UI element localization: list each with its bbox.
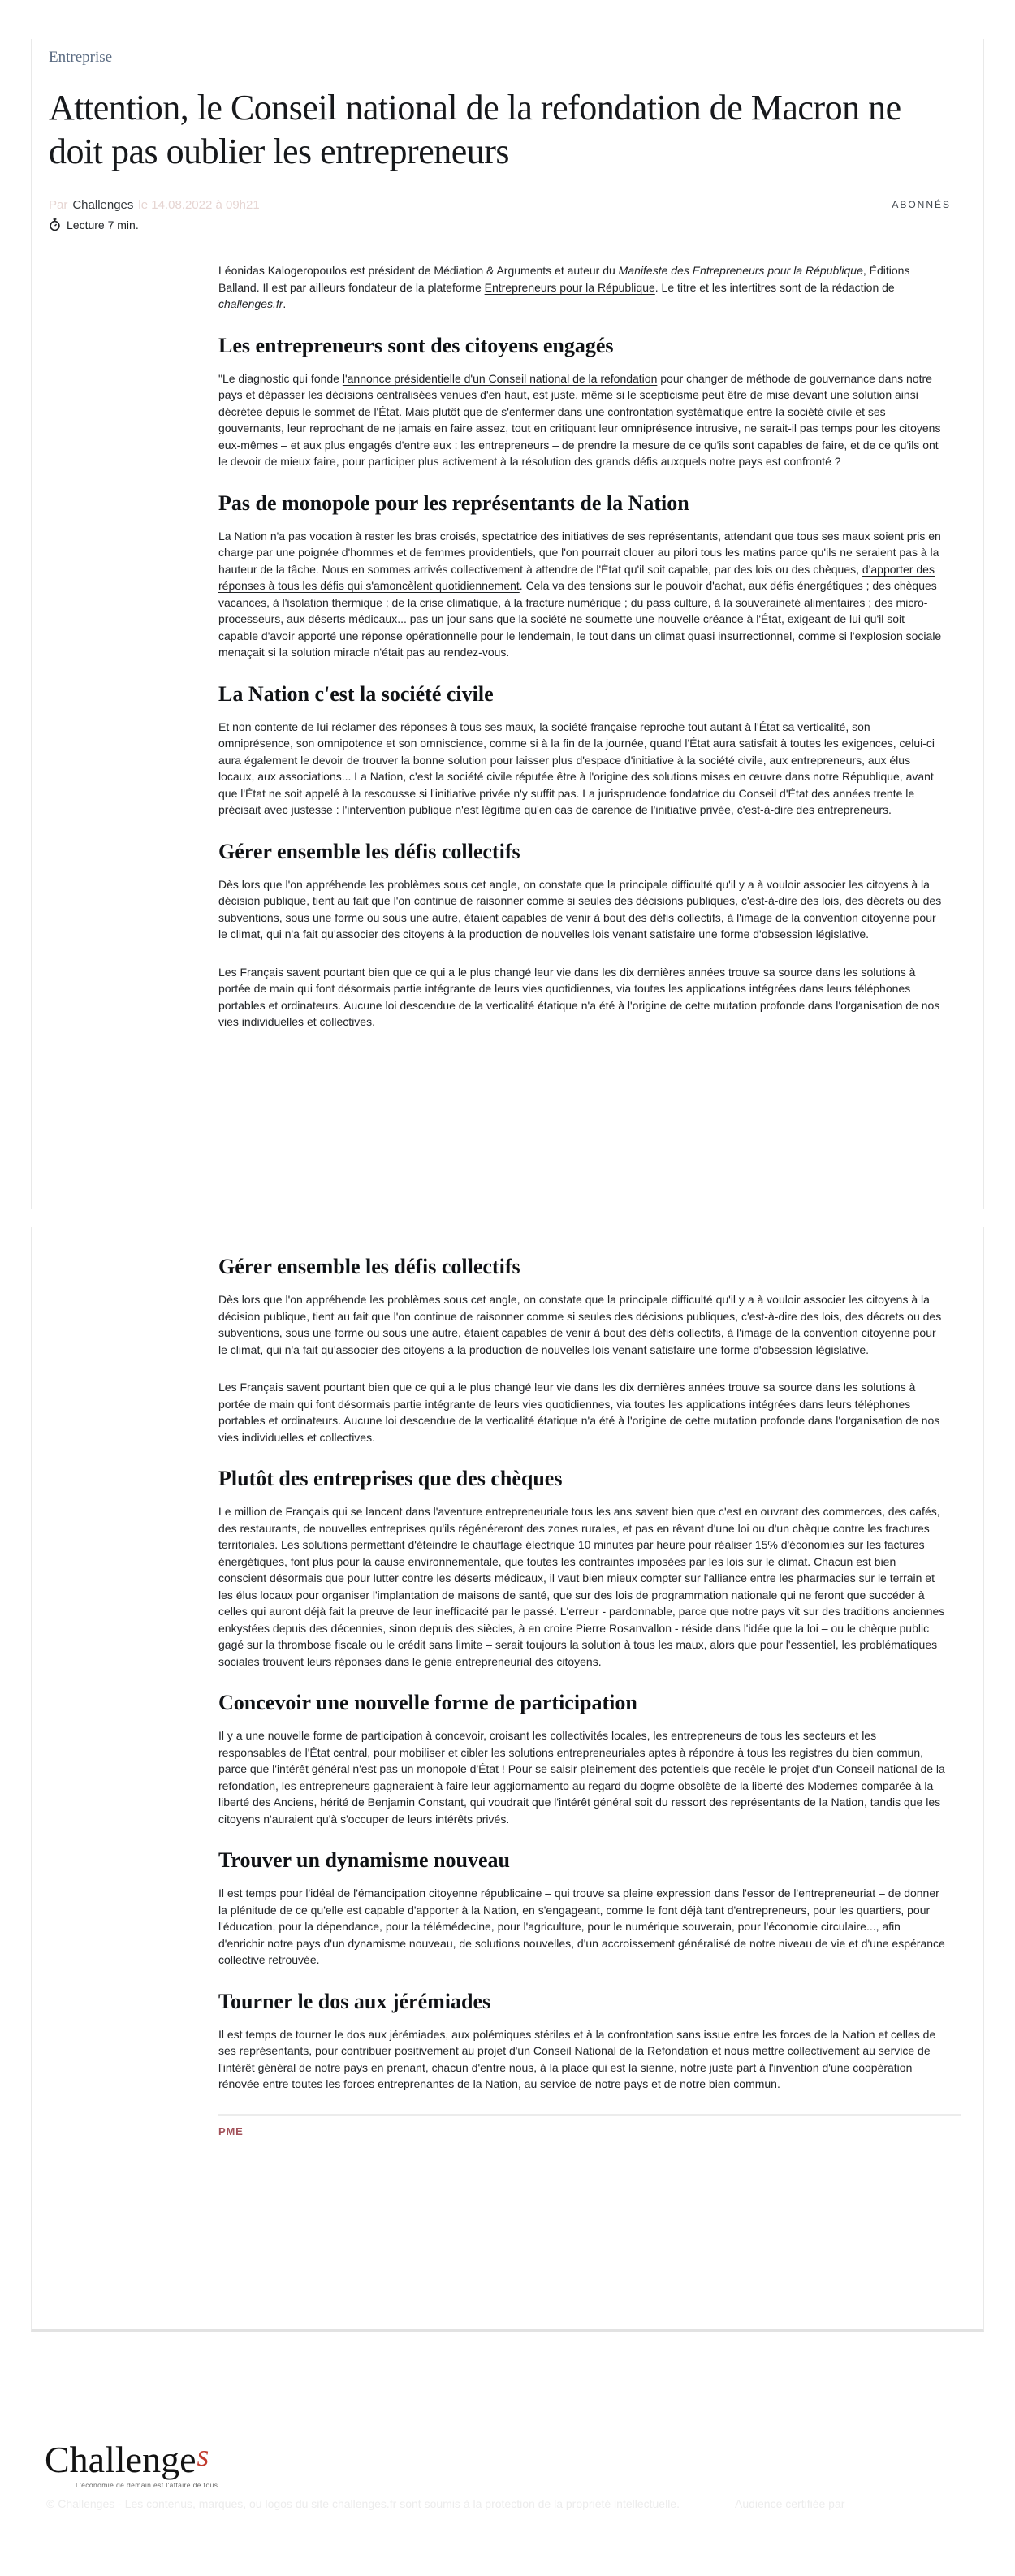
- stopwatch-icon: [49, 218, 61, 231]
- text-segment: Dès lors que l'on appréhende les problèmes sous cet angle, on constate que la principale difficulté qu'il y a à vouloir associer les citoyens à la décision publique, tient au fait que l'on continue de raisonner comme si seules des décisions publiques, c'est-à-dire des lois, des décrets ou des subventions, sous une forme ou sous une autre, étaient capables de venir à bout des défis collectifs, à l'image de la convention citoyenne pour le climat, qui n'a fait qu'associer des citoyens à la production de nouvelles lois venant satisfaire une forme d'obsession législative.: [218, 1293, 942, 1356]
- article-intro: [218, 262, 947, 313]
- section-heading: La Nation c'est la société civile: [218, 681, 494, 706]
- byline-row: [49, 198, 951, 213]
- text-segment: Les Français savent pourtant bien que ce qui a le plus changé leur vie dans les dix dernières années trouve sa source dans les solutions à portée de main qui font désormais partie intégrante de leurs vies quotidiennes, via toutes les applications intégrées dans leurs téléphones portables et ordinateurs. Aucune loi descendue de la verticalité étatique n'a été à l'origine de cette mutation profonde dans l'organisation de nos vies individuelles et collectives.: [218, 965, 940, 1028]
- inline-link[interactable]: qui voudrait que l'intérêt général soit du ressort des représentants de la Nation: [469, 1796, 864, 1809]
- byline-date: le 14.08.2022 à 09h21: [138, 198, 260, 212]
- text-segment: , Éditions Balland. Il est par ailleurs fondateur de la plateforme: [218, 264, 910, 294]
- logo-tagline: L'économie de demain est l'affaire de tous: [76, 2481, 218, 2489]
- site-footer: [45, 2435, 1015, 2510]
- text-segment: pour changer de méthode de gouvernance dans notre pays et dépasser les décisions centralisées venues d'en haut, est juste, même si le scepticisme peut être de mise devant une solution ainsi décrétée depuis le sommet de l'État. Mais plutôt que de s'enfermer dans une confrontation systématique entre la société civile et ses gouvernants, leur reprochant de ne jamais en faire assez, tout en critiquant leur omniprésence intrusive, ne serait-il pas temps pour les citoyens eux-mêmes – et aux plus engagés d'entre eux : les entrepreneurs – de prendre la mesure de ce qu'ils sont capables de faire, et de ce qu'ils ont le devoir de mieux faire, pour participer plus activement à la résolution des grands défis auxquels notre pays est confronté ?: [218, 371, 941, 468]
- sections-container-2: [218, 1255, 947, 2093]
- section-heading: Pas de monopole pour les représentants de la Nation: [218, 491, 689, 515]
- text-segment: , tandis que les citoyens n'auraient qu'à s'occuper de leurs intérêts privés.: [218, 1796, 941, 1826]
- logo-text: Challenge: [45, 2439, 197, 2480]
- audience-text: Audience certifiée par: [734, 2497, 845, 2510]
- text-segment: La Nation n'a pas vocation à rester les bras croisés, spectatrice des initiatives de ses représentants, attendant que tous ses maux soient pris en charge par une poignée d'hommes et de femmes providentiels, que l'on pourrait clouer au pilori tous les matins parce qu'ils ne seraient pas à la hauteur de la tâche. Nous en sommes arrivés collectivement à attendre de l'État qu'il soit capable, par des lois ou des chèques,: [218, 529, 941, 576]
- text-segment: . Le titre et les intertitres sont de la rédaction de: [654, 280, 895, 294]
- section-heading: Tourner le dos aux jérémiades: [218, 1989, 491, 2013]
- logo-s-accent: s: [197, 2439, 209, 2473]
- article-paragraph: [218, 528, 947, 661]
- article-paragraph: [218, 719, 947, 819]
- challenges-logo[interactable]: [45, 2435, 209, 2481]
- text-segment: .: [283, 297, 287, 310]
- text-segment: Le million de Français qui se lancent dans l'aventure entrepreneuriale tous les ans savent bien que c'est en ouvrant des commerces, des cafés, des restaurants, de nouvelles entreprises qu'ils régénéreront des zones rurales, et pas en rêvant d'une loi ou d'un chèque contre les fractures territoriales. Les solutions permettant d'éteindre le chauffage électrique 10 minutes par heure pour réaliser 15% d'économies sur les factures énergétiques, font plus pour la cause environnementale, que toutes les contraintes imposées par les lois sur le climat. Chacun est bien conscient désormais que pour lutter contre les déserts médicaux, il vaut bien mieux compter sur l'alliance entre les pharmacies sur le terrain et les élus locaux pour organiser l'implantation de maisons de santé, que sur des lois de programmation nationale qui ne feront que succéder à celles qui auront déjà fait la preuve de leur inefficacité par le passé. L'erreur - pardonnable, parce que notre pays vit sur des traditions anciennes enkystées depuis des décennies, sinon depuis des siècles, à en croire Pierre Rosanvallon - réside dans l'idée que la loi – ou le chèque public gagé sur la thrombose fiscale ou le crédit sans limite – serait toujours la solution à tous les maux, alors que pour l'essentiel, les problématiques sociales trouvent leurs réponses dans le génie entrepreneurial des citoyens.: [218, 1505, 945, 1668]
- article-paragraph: [218, 876, 947, 943]
- article-paragraph: [218, 2026, 947, 2093]
- text-segment: Il est temps de tourner le dos aux jérémiades, aux polémiques stériles et à la confrontation sans issue entre les forces de la Nation et celles de ses représentants, pour contribuer positivement au projet d'un Conseil National de la Refondation et nous mettre collectivement au service de l'intérêt général de notre pays en prenant, chacun d'entre nous, à la place qui est la sienne, notre juste part à l'invention d'une coopération rénovée entre toutes les forces entreprenantes de la Nation, au service de notre pays et de notre bien commun.: [218, 2027, 936, 2090]
- inline-link[interactable]: Entrepreneurs pour la République: [484, 280, 655, 294]
- text-segment: Dès lors que l'on appréhende les problèmes sous cet angle, on constate que la principale difficulté qu'il y a à vouloir associer les citoyens à la décision publique, tient au fait que l'on continue de raisonner comme si seules des décisions publiques, c'est-à-dire des lois, des décrets ou des subventions, sous une forme ou sous une autre, étaient capables de venir à bout des défis collectifs, à l'image de la convention citoyenne pour le climat, qui n'a fait qu'associer des citoyens à la production de nouvelles lois venant satisfaire une forme d'obsession législative.: [218, 877, 942, 940]
- copyright-text: © Challenges - Les contenus, marques, ou logos du site challenges.fr sont soumis à la protection de la propriété intellectuelle.: [46, 2497, 680, 2510]
- text-segment: Il y a une nouvelle forme de participation à concevoir, croisant les collectivités locales, les entrepreneurs de tous les secteurs et les responsables de l'État central, pour mobiliser et cibler les solutions entrepreneuriales aptes à répondre à tous les registres du bien commun, parce que l'intérêt général n'est pas un monopole d'État ! Pour se saisir pleinement des potentiels que recèle le projet d'un Conseil national de la refondation, les entrepreneurs gagneraient à faire leur aggiornamento au regard du dogme obsolète de la liberté des Modernes comparée à la liberté des Anciens, hérité de Benjamin Constant,: [218, 1729, 945, 1809]
- section-heading: Gérer ensemble les défis collectifs: [218, 839, 520, 863]
- author-link[interactable]: Challenges: [72, 198, 134, 212]
- article-paragraph: [218, 1503, 947, 1670]
- article-paragraph: [218, 964, 947, 1031]
- text-segment: Les Français savent pourtant bien que ce qui a le plus changé leur vie dans les dix dernières années trouve sa source dans les solutions à portée de main qui font désormais partie intégrante de leurs vies quotidiennes, via toutes les applications intégrées dans leurs téléphones portables et ordinateurs. Aucune loi descendue de la verticalité étatique n'a été à l'origine de cette mutation profonde dans l'organisation de nos vies individuelles et collectives.: [218, 1381, 940, 1444]
- article-paragraph: [218, 1727, 947, 1827]
- reading-time-row: [49, 218, 983, 231]
- text-segment: . Cela va des tensions sur le pouvoir d'achat, aux défis énergétiques ; des chèques vacances, à l'isolation thermique ; de la crise climatique, à la fracture numérique ; du pass culture, à la souveraineté alimentaires ; des micro-processeurs, aux déserts médicaux... pas un jour sans que la société ne soumette une nouvelle créance à l'État, exigeant de lui qu'il soit capable d'avoir apporté une réponse opérationnelle pour le lendemain, le tout dans un climat quasi insurrectionnel, comme si l'explosion sociale menaçait si la solution miracle n'était pas au rendez-vous.: [218, 579, 942, 659]
- article-card-duplicate: [31, 1227, 984, 2332]
- section-heading: Plutôt des entreprises que des chèques: [218, 1467, 563, 1490]
- subscribers-badge: ABONNÉS: [892, 199, 951, 210]
- text-segment: Et non contente de lui réclamer des réponses à tous ses maux, la société française reproche tout autant à l'État sa verticalité, son omniprésence, son omnipotence et son omniscience, comme si à la fin de la journée, quand l'État aura satisfait à toutes les exigences, celui-ci aura également le devoir de trouver la bonne solution pour laisser plus d'espace d'initiative à la société civile, aux entrepreneurs, aux élus locaux, aux associations... La Nation, c'est la société civile réputée être à l'origine des solutions mises en œuvre dans notre République, avant que l'État ne soit appelé à la rescousse si l'initiative privée n'y suffit pas. La jurisprudence fondatrice du Conseil d'État des années trente le précisait avec justesse : l'intervention publique n'est légitime qu'en cas de carence de l'initiative privée, c'est-à-dire des entrepreneurs.: [218, 720, 935, 816]
- sections-container-1: [218, 334, 947, 1031]
- article-paragraph: [218, 370, 947, 470]
- tag-divider: [218, 2114, 961, 2116]
- tag-pme-link[interactable]: PME: [218, 2124, 244, 2137]
- text-segment: Manifeste des Entrepreneurs pour la République: [618, 264, 863, 277]
- text-segment: Il est temps pour l'idéal de l'émancipation citoyenne républicaine – qui trouve sa pleine expression dans l'essor de l'entrepreneuriat – de donner la plénitude de ce qu'elle est capable d'apporter à la Nation, en s'engageant, comme le font déjà tant d'entrepreneurs, pour les quartiers, pour l'éducation, pour la dépendance, pour la télémédecine, pour l'agriculture, pour le numérique souverain, pour l'économie circulaire..., afin d'enrichir notre pays d'un dynamisme nouveau, de solutions nouvelles, d'un accroissement généralisé de notre niveau de vie et d'une espérance collective retrouvée.: [218, 1887, 945, 1966]
- text-segment: "Le diagnostic qui fonde: [218, 371, 343, 385]
- byline-prefix: Par: [49, 198, 68, 212]
- article-paragraph: [218, 1379, 947, 1446]
- article-content-2: [218, 1227, 947, 2139]
- section-heading: Gérer ensemble les défis collectifs: [218, 1255, 520, 1278]
- byline: [49, 198, 260, 213]
- article-title: Attention, le Conseil national de la refondation de Macron ne doit pas oublier les entrepreneurs: [49, 88, 901, 171]
- reading-time-label: Lecture 7 min.: [67, 218, 139, 231]
- article-card: [31, 39, 984, 1209]
- section-heading: Trouver un dynamisme nouveau: [218, 1848, 511, 1872]
- section-heading: Les entrepreneurs sont des citoyens engagés: [218, 333, 614, 357]
- section-heading: Concevoir une nouvelle forme de participation: [218, 1691, 637, 1714]
- inline-link[interactable]: d'apporter des réponses à tous les défis qui s'amoncèlent quotidiennement: [218, 562, 935, 592]
- category-link[interactable]: Entreprise: [49, 49, 113, 66]
- inline-link[interactable]: l'annonce présidentielle d'un Conseil national de la refondation: [342, 371, 658, 385]
- article-paragraph: [218, 1291, 947, 1358]
- article-content-1: [218, 262, 947, 1031]
- article-paragraph: [218, 1885, 947, 1969]
- text-segment: challenges.fr: [218, 297, 283, 310]
- text-segment: Léonidas Kalogeropoulos est président de Médiation & Arguments et auteur du: [218, 264, 619, 277]
- copyright-line: [46, 2497, 1015, 2510]
